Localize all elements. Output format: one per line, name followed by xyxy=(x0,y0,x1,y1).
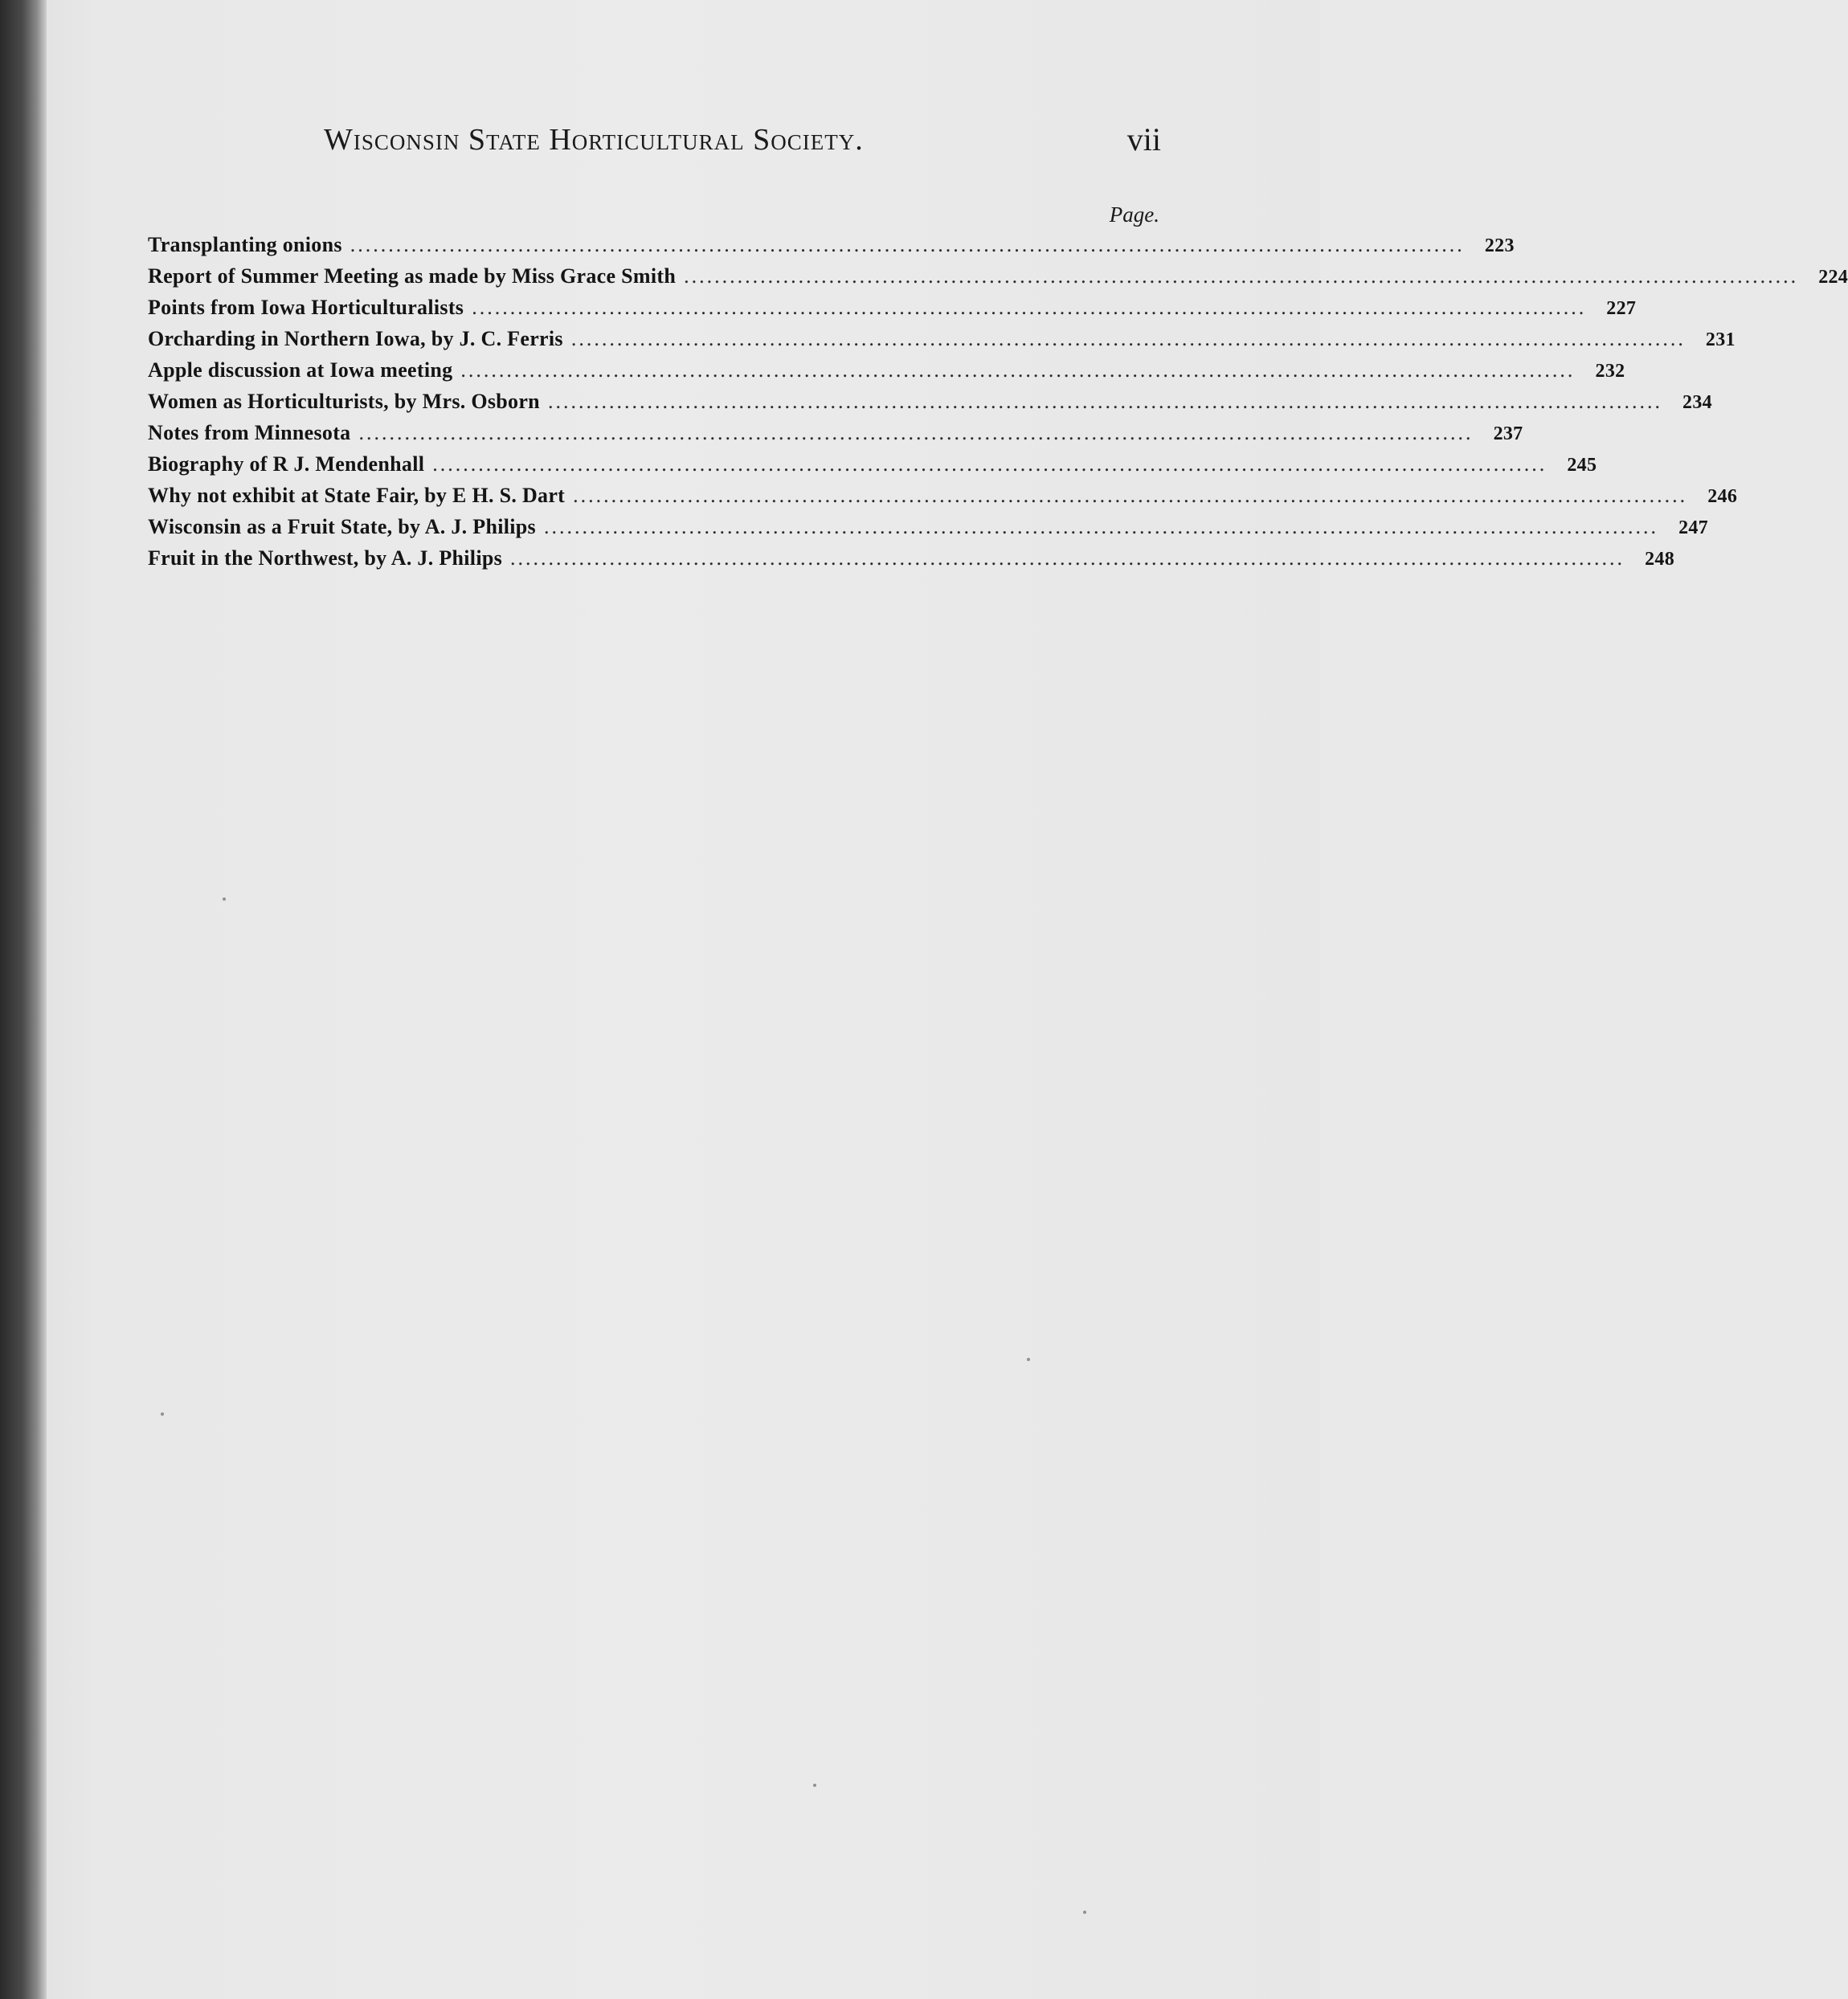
toc-entry-title: Points from Iowa Horticulturalists xyxy=(148,296,464,319)
dot-leader: .................................................................................................................................................. xyxy=(350,233,1465,256)
toc-entry-title: Notes from Minnesota xyxy=(148,421,351,444)
toc-entry-page: 224 xyxy=(1818,267,1848,288)
toc-entry-title: Biography of R J. Mendenhall xyxy=(148,452,425,476)
toc-entry-page: 245 xyxy=(1567,455,1597,476)
toc-entry xyxy=(148,264,1848,296)
toc-entry-title: Report of Summer Meeting as made by Miss Grace Smith xyxy=(148,264,677,288)
toc-entry-title: Fruit in the Northwest, by A. J. Philips xyxy=(148,546,503,570)
toc-entry-page: 234 xyxy=(1682,392,1712,413)
toc-entry xyxy=(148,515,1708,546)
dot-leader: .................................................................................................................................................. xyxy=(472,296,1587,319)
toc-entry xyxy=(148,421,1523,452)
toc-entry-title: Women as Horticulturists, by Mrs. Osborn xyxy=(148,390,540,413)
dot-leader: .................................................................................................................................................. xyxy=(547,390,1662,413)
toc-entry xyxy=(148,327,1736,358)
paper-speck xyxy=(161,1412,164,1416)
toc-entry xyxy=(148,452,1597,484)
page-number: vii xyxy=(1126,121,1161,157)
dot-leader: .................................................................................................................................................. xyxy=(460,358,1576,382)
dot-leader: .................................................................................................................................................. xyxy=(510,546,1625,570)
table-of-contents xyxy=(148,233,1848,578)
toc-entry xyxy=(148,233,1515,264)
toc-entry-page: 223 xyxy=(1484,235,1515,256)
toc-entry-page: 227 xyxy=(1606,298,1637,319)
toc-entry-page: 247 xyxy=(1678,517,1708,538)
dot-leader: .................................................................................................................................................. xyxy=(573,484,1688,507)
toc-entry xyxy=(148,296,1637,327)
paper-speck xyxy=(1027,1358,1030,1361)
dot-leader: .................................................................................................................................................. xyxy=(684,264,1799,288)
toc-entry-page: 246 xyxy=(1707,486,1738,507)
paper-speck xyxy=(813,1784,816,1787)
paper-speck xyxy=(1083,1911,1086,1914)
toc-entry-title: Transplanting onions xyxy=(148,233,342,256)
running-head: Wisconsin State Horticultural Society. xyxy=(324,123,864,157)
toc-entry xyxy=(148,358,1625,390)
toc-entry-page: 237 xyxy=(1493,423,1523,444)
binding-edge xyxy=(0,0,47,1999)
page-column-label: Page. xyxy=(1109,202,1159,227)
toc-entry-page: 232 xyxy=(1595,361,1625,382)
toc-entry-page: 248 xyxy=(1645,549,1675,570)
toc-entry-title: Orcharding in Northern Iowa, by J. C. Ferris xyxy=(148,327,563,350)
toc-entry-title: Apple discussion at Iowa meeting xyxy=(148,358,453,382)
toc-entry xyxy=(148,546,1675,578)
dot-leader: .................................................................................................................................................. xyxy=(543,515,1658,538)
dot-leader: .................................................................................................................................................. xyxy=(358,421,1474,444)
paper-speck xyxy=(223,897,226,901)
toc-entry-page: 231 xyxy=(1705,329,1736,350)
dot-leader: .................................................................................................................................................. xyxy=(432,452,1547,476)
toc-entry xyxy=(148,390,1712,421)
dot-leader: .................................................................................................................................................. xyxy=(570,327,1686,350)
toc-entry xyxy=(148,484,1738,515)
toc-entry-title: Why not exhibit at State Fair, by E H. S. Dart xyxy=(148,484,566,507)
toc-entry-title: Wisconsin as a Fruit State, by A. J. Philips xyxy=(148,515,536,538)
